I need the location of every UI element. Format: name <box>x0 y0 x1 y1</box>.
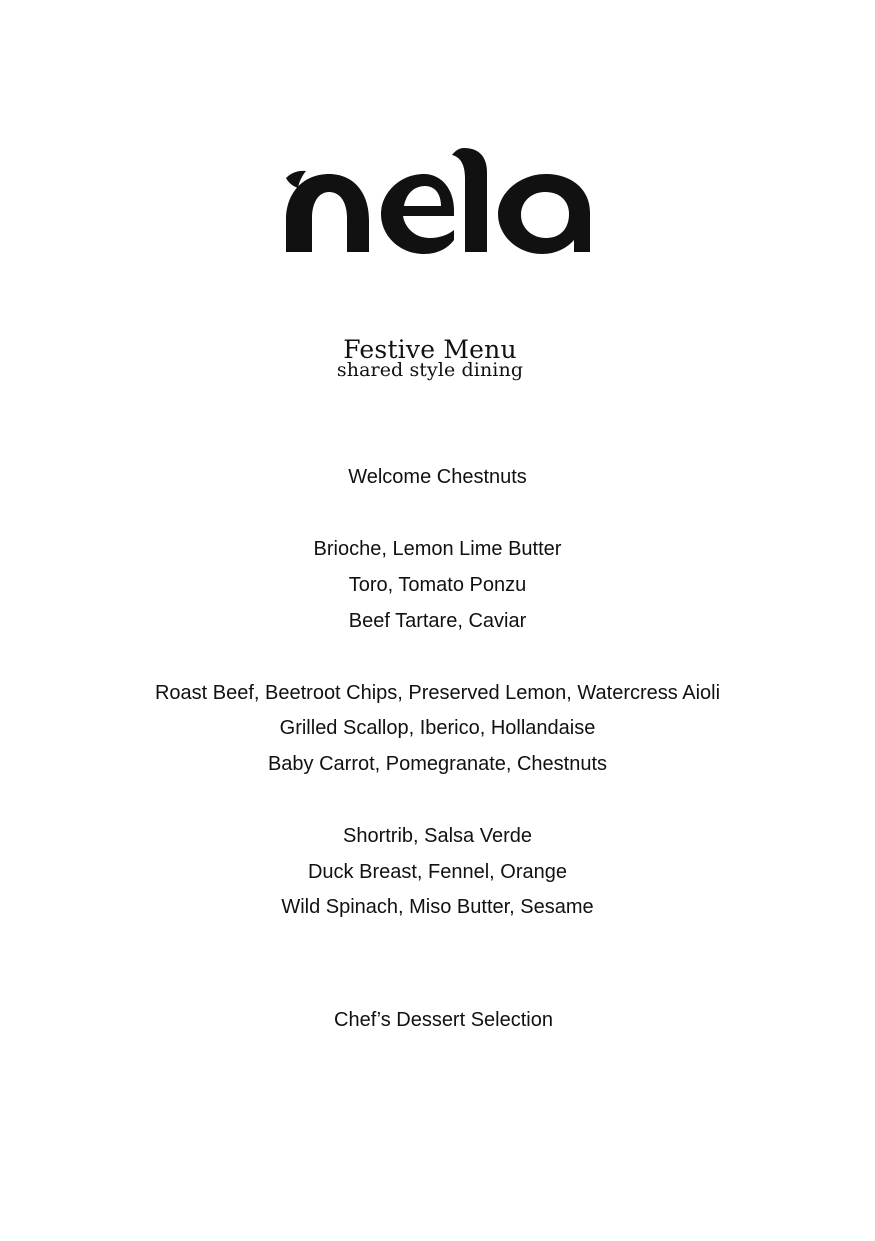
course-1-item-1: Brioche, Lemon Lime Butter <box>313 538 562 560</box>
nela-logo-icon <box>284 148 592 254</box>
course-3-item-3: Wild Spinach, Miso Butter, Sesame <box>281 896 594 918</box>
course-1-item-3: Beef Tartare, Caviar <box>348 610 527 632</box>
nela-logo <box>284 148 592 254</box>
course-3-item-2: Duck Breast, Fennel, Orange <box>307 861 567 883</box>
menu-subtitle: shared style dining <box>336 359 524 381</box>
course-2-item-1: Roast Beef, Beetroot Chips, Preserved Lemon, Watercress Aioli <box>154 682 721 704</box>
welcome-item: Welcome Chestnuts <box>348 466 527 488</box>
menu-header <box>0 334 860 380</box>
menu-title: Festive Menu <box>343 335 517 364</box>
course-2-item-2: Grilled Scallop, Iberico, Hollandaise <box>279 717 596 739</box>
course-1-item-2: Toro, Tomato Ponzu <box>348 574 527 596</box>
course-3-item-1: Shortrib, Salsa Verde <box>343 825 532 847</box>
course-2-item-3: Baby Carrot, Pomegranate, Chestnuts <box>267 753 608 775</box>
dessert-item: Chef’s Dessert Selection <box>334 1009 553 1031</box>
